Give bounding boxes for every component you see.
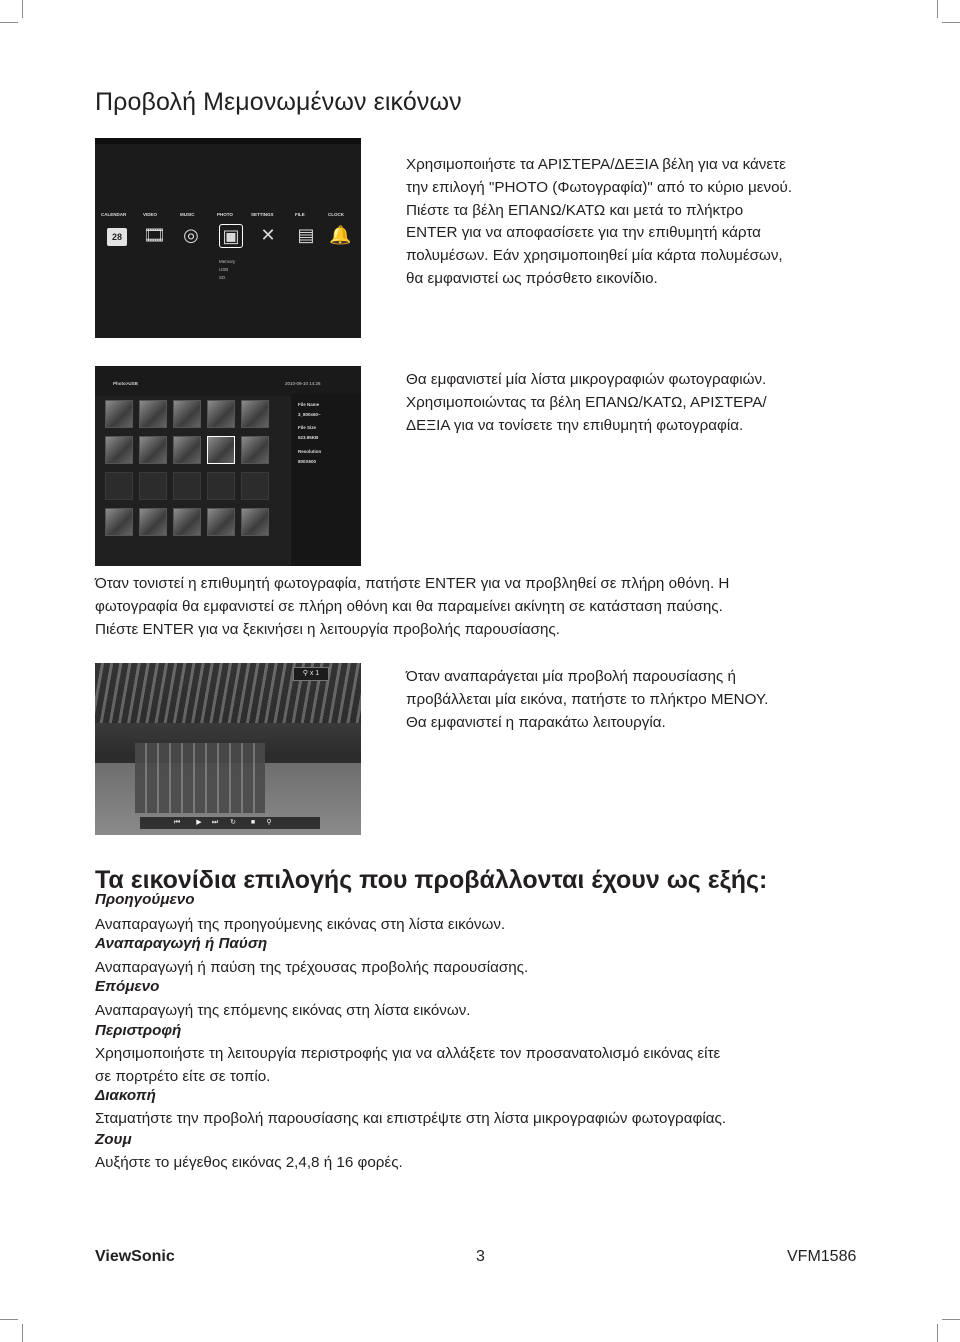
text-line: την επιλογή "PHOTO (Φωτογραφία)" από το κύριο μενού. xyxy=(406,178,793,196)
menu-label-file: FILE xyxy=(295,212,305,217)
file-size-value: 523.95KB xyxy=(298,435,319,440)
disc-icon: ◎ xyxy=(183,225,199,245)
photo-thumbnail xyxy=(207,472,235,500)
crop-mark xyxy=(0,1319,18,1320)
thumbnail-list-screenshot xyxy=(95,366,361,566)
submenu-item: SD xyxy=(219,275,226,280)
zoom-level: x 1 xyxy=(309,670,320,677)
term-zoom: Ζουμ xyxy=(95,1131,132,1148)
bell-icon: 🔔 xyxy=(329,225,352,245)
photo-thumbnail xyxy=(173,436,201,464)
submenu-item: USB xyxy=(219,267,229,272)
text-line: Χρησιμοποιήστε τη λειτουργία περιστροφής για να αλλάξετε τον προσανατολισμό εικόνας είτε xyxy=(95,1045,721,1062)
desc-next xyxy=(95,1000,471,1023)
thumbnail-paragraph xyxy=(406,369,767,437)
desc-previous xyxy=(95,914,505,937)
text-line: Όταν αναπαράγεται μία προβολή παρουσίασης ή xyxy=(406,668,736,685)
footer-model: VFM1586 xyxy=(787,1248,857,1265)
crop-mark xyxy=(0,22,18,23)
photo-thumbnail xyxy=(241,436,269,464)
photo-thumbnail xyxy=(207,508,235,536)
file-info-panel xyxy=(291,394,361,566)
text-line: Πιέστε τα βέλη ΕΠΑΝΩ/ΚΑΤΩ και μετά το πλήκτρο xyxy=(406,201,744,219)
text-line: θα εμφανιστεί ως πρόσθετο εικονίδιο. xyxy=(406,269,658,287)
slideshow-screenshot xyxy=(95,663,361,835)
text-line: Χρησιμοποιήστε τα ΑΡΙΣΤΕΡΑ/ΔΕΞΙΑ βέλη για να κάνετε xyxy=(406,156,786,173)
term-play-pause: Αναπαραγωγή ή Παύση xyxy=(95,935,268,952)
term-stop: Διακοπή xyxy=(95,1087,156,1104)
text-line: Αναπαραγωγή ή παύση της τρέχουσας προβολής παρουσίασης. xyxy=(95,959,529,976)
submenu-item: Memory xyxy=(219,259,236,264)
term-previous: Προηγούμενο xyxy=(95,891,195,908)
zoom-indicator xyxy=(293,667,329,681)
crop-mark xyxy=(942,1319,960,1320)
icons-heading: Τα εικονίδια επιλογής που προβάλλονται έχουν ως εξής: xyxy=(95,866,768,894)
resolution-label: Resolution xyxy=(298,449,322,454)
text-line: πολυμέσων. Εάν χρησιμοποιηθεί μία κάρτα πολυμέσων, xyxy=(406,247,783,265)
crop-mark xyxy=(937,0,938,18)
photo-thumbnail xyxy=(173,400,201,428)
crop-mark xyxy=(937,1324,938,1342)
calendar-icon: 28 xyxy=(107,228,127,246)
text-line: Σταματήστε την προβολή παρουσίασης και επιστρέψτε στη λίστα μικρογραφιών φωτογραφίας. xyxy=(95,1110,727,1127)
top-bar xyxy=(95,138,361,144)
text-line: Αυξήστε το μέγεθος εικόνας 2,4,8 ή 16 φορές. xyxy=(95,1154,403,1171)
term-rotate: Περιστροφή xyxy=(95,1022,182,1039)
text-line: Θα εμφανιστεί μία λίστα μικρογραφιών φωτογραφιών. xyxy=(406,371,767,388)
text-line: Όταν τονιστεί η επιθυμητή φωτογραφία, πατήστε ENTER για να προβληθεί σε πλήρη οθόνη. Η xyxy=(95,575,730,592)
film-icon: 🎞 xyxy=(143,225,166,245)
crop-mark xyxy=(22,0,23,18)
photo-thumbnail xyxy=(105,472,133,500)
text-line: Θα εμφανιστεί η παρακάτω λειτουργία. xyxy=(406,713,666,731)
page-title: Προβολή Μεμονωμένων εικόνων xyxy=(95,88,462,116)
photo-thumbnail xyxy=(173,472,201,500)
resolution-value: 800X600 xyxy=(298,459,317,464)
photo-thumbnail xyxy=(105,400,133,428)
text-line: σε πορτρέτο είτε σε τοπίο. xyxy=(95,1067,271,1085)
menu-label-settings: SETTINGS xyxy=(251,212,274,217)
text-line: φωτογραφία θα εμφανιστεί σε πλήρη οθόνη και θα παραμείνει ακίνητη σε κατάσταση παύσης. xyxy=(95,597,723,615)
text-line: Αναπαραγωγή της προηγούμενης εικόνας στη λίστα εικόνων. xyxy=(95,916,506,933)
text-line: Χρησιμοποιώντας τα βέλη ΕΠΑΝΩ/ΚΑΤΩ, ΑΡΙΣΤΕΡΑ/ xyxy=(406,393,767,411)
menu-label-photo: PHOTO xyxy=(217,212,233,217)
rotate-icon[interactable]: ↻ xyxy=(230,819,236,826)
play-pause-icon[interactable]: ▶ xyxy=(196,819,202,826)
previous-icon[interactable]: ⏮ xyxy=(173,819,181,826)
photo-thumbnail xyxy=(241,400,269,428)
footer-brand: ViewSonic xyxy=(95,1248,175,1265)
photo-thumbnail-selected xyxy=(207,436,235,464)
crop-mark xyxy=(942,22,960,23)
menu-label-music: MUSIC xyxy=(180,212,195,217)
crop-mark xyxy=(22,1324,23,1342)
text-line: ENTER για να αποφασίσετε για την επιθυμητή κάρτα xyxy=(406,224,761,242)
text-line: ΔΕΞΙΑ για να τονίσετε την επιθυμητή φωτογραφία. xyxy=(406,416,744,434)
photo-thumbnail xyxy=(241,472,269,500)
desc-zoom xyxy=(95,1152,403,1175)
main-menu-screenshot xyxy=(95,138,361,338)
photo-thumbnail xyxy=(105,436,133,464)
intro-paragraph xyxy=(406,154,792,291)
breadcrumb: Photo>USB xyxy=(113,381,138,386)
date-time: 2010-09-10 14:26 xyxy=(285,381,321,386)
tools-icon: ✕ xyxy=(260,225,276,245)
desc-stop xyxy=(95,1108,726,1131)
photo-thumbnail xyxy=(139,400,167,428)
folder-icon: ▤ xyxy=(297,225,315,245)
menu-label-calendar: CALENDAR xyxy=(101,212,127,217)
file-name-value: 3_800x60~ xyxy=(298,412,321,417)
zoom-icon[interactable]: ⚲ xyxy=(266,819,272,826)
magnifier-icon: ⚲ xyxy=(302,670,310,677)
menu-paragraph xyxy=(406,666,768,734)
term-next: Επόμενο xyxy=(95,978,160,995)
photo-thumbnail xyxy=(241,508,269,536)
photo-thumbnail xyxy=(139,436,167,464)
menu-label-video: VIDEO xyxy=(143,212,158,217)
next-icon[interactable]: ⏭ xyxy=(211,819,219,826)
warehouse-crates xyxy=(135,743,265,813)
fullscreen-paragraph xyxy=(95,573,729,641)
photo-thumbnail xyxy=(139,472,167,500)
photo-thumbnail xyxy=(207,400,235,428)
photo-thumbnail xyxy=(105,508,133,536)
text-line: Αναπαραγωγή της επόμενης εικόνας στη λίστα εικόνων. xyxy=(95,1002,471,1019)
file-name-label: File Name xyxy=(298,402,320,407)
photo-thumbnail xyxy=(139,508,167,536)
text-line: Πιέστε ENTER για να ξεκινήσει η λειτουργία προβολής παρουσίασης. xyxy=(95,620,560,638)
menu-label-clock: CLOCK xyxy=(328,212,344,217)
camera-icon: ▣ xyxy=(219,224,243,248)
file-size-label: File Size xyxy=(298,425,317,430)
desc-rotate xyxy=(95,1043,720,1089)
photo-thumbnail xyxy=(173,508,201,536)
desc-play-pause xyxy=(95,957,528,980)
footer-page-number: 3 xyxy=(476,1248,485,1265)
stop-icon[interactable]: ■ xyxy=(250,819,256,826)
text-line: προβάλλεται μία εικόνα, πατήστε το πλήκτρο ΜΕΝΟΥ. xyxy=(406,690,769,708)
